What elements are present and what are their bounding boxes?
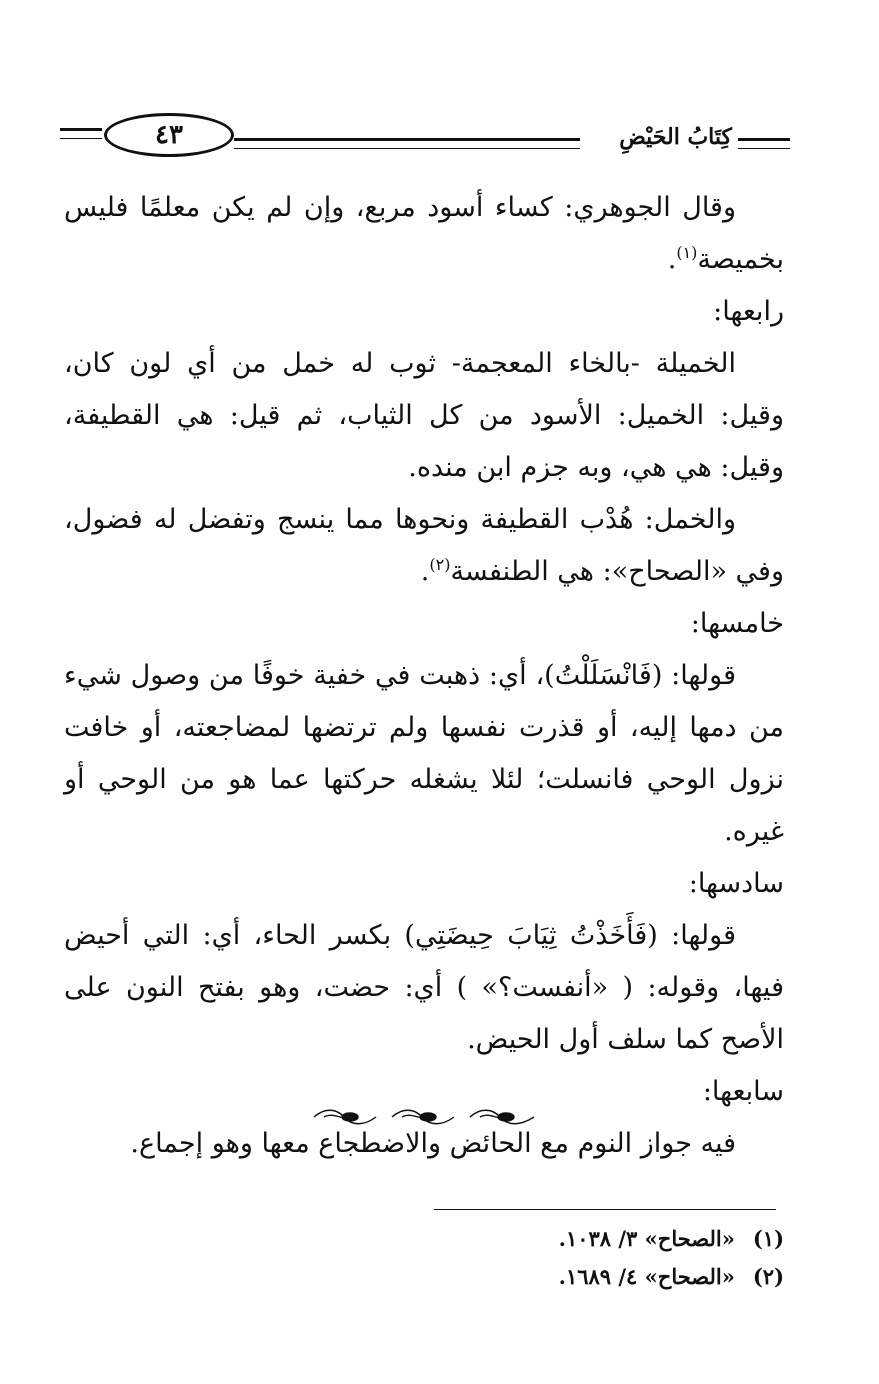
section-heading-fifth: خامسها:	[690, 608, 784, 639]
footnote-number: (١)	[752, 1226, 784, 1251]
footnote-separator	[434, 1209, 776, 1210]
footnote-1	[384, 1220, 784, 1258]
paragraph-insalaltu: قولها: (فَانْسَلَلْتُ)، أي: ذهبت في خفية خوفًا من وصول شيء من دمها إليه، أو قذرت نفسها ولم ترتضها لمضاجعته، أو خافت نزول الوحي فانسلت؛ لئلا يشغله حركتها عما هو من الوحي أو غيره.	[64, 660, 784, 847]
section-heading-seventh: سابعها:	[702, 1076, 784, 1107]
page-number: ٤٣	[104, 113, 234, 157]
chapter-title: كِتَابُ الحَيْضِ	[619, 124, 732, 150]
footnote-text: «الصحاح» ٣/ ١٠٣٨.	[558, 1226, 735, 1251]
footnote-text: «الصحاح» ٤/ ١٦٨٩.	[558, 1264, 735, 1289]
footnote-marker-2: (٢)	[429, 555, 451, 574]
page-header	[60, 112, 790, 164]
paragraph-khamila: الخميلة -بالخاء المعجمة- ثوب له خمل من أي لون كان، وقيل: الخميل: الأسود من كل الثياب، ثم قيل: هي القطيفة، وقيل: هي هي، وبه جزم ابن منده.	[64, 348, 784, 483]
section-heading-sixth: سادسها:	[688, 868, 784, 899]
paragraph-hidati: قولها: (فَأَخَذْتُ ثِيَابَ حِيضَتِي) بكسر الحاء، أي: التي أحيض فيها، وقوله: ( «أنفست؟» ) أي: حضت، وهو بفتح النون على الأصح كما سلف أول الحيض.	[64, 920, 784, 1055]
paragraph-ijma: فيه جواز النوم مع الحائض والاضطجاع معها وهو إجماع.	[130, 1128, 736, 1159]
body-text	[64, 182, 784, 1170]
header-long-rule-bottom	[234, 148, 580, 149]
footnote-number: (٢)	[752, 1264, 784, 1289]
header-right-rule-bottom	[738, 148, 790, 149]
paragraph-jawhari: وقال الجوهري: كساء أسود مربع، وإن لم يكن معلمًا فليس بخميصة$^{(١)}$.	[64, 192, 784, 275]
paragraph-khaml: والخمل: هُدْب القطيفة ونحوها مما ينسج وتفضل له فضول، وفي «الصحاح»: هي الطنفسة$^{(٢)}$.	[64, 504, 784, 587]
footnote-marker-1: (١)	[676, 243, 698, 262]
section-heading-fourth: رابعها:	[713, 296, 784, 327]
header-left-rule-top	[60, 128, 102, 131]
footnote-2	[384, 1258, 784, 1296]
footnotes	[384, 1220, 784, 1296]
section-end-ornament	[310, 1104, 540, 1130]
header-long-rule-top	[234, 138, 580, 141]
header-left-rule-bottom	[60, 138, 102, 139]
header-right-rule-top	[738, 138, 790, 141]
